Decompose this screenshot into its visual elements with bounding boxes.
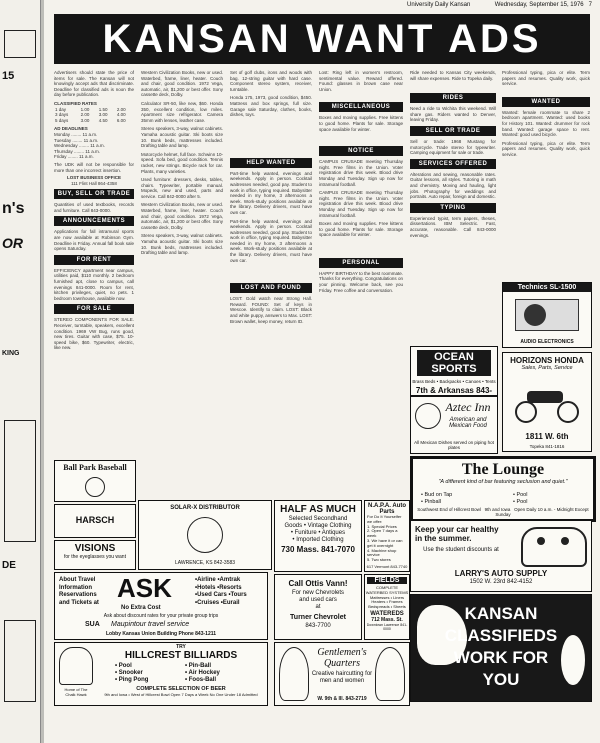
ad-lines: Selected Secondhand Goods • Vintage Clothing • Funiture • Antiques • Imported Clothing — [284, 516, 352, 543]
table-row: 5 days 3.00 4.50 6.00 — [55, 117, 126, 123]
section-header-miscellaneous: MISCELLANEOUS — [319, 102, 403, 112]
car-icon — [521, 527, 587, 567]
fragment-box — [4, 620, 36, 702]
ad-features: • Pool • Pool — [513, 492, 528, 505]
fragment-text: DE — [2, 560, 16, 571]
deadline-row: Wednesday ........ 11 a.m. — [54, 143, 105, 149]
ad-title: Call Ottis Vann! — [288, 579, 348, 588]
ad-left-lines: About Travel Information Reservations and Tickets at — [59, 577, 99, 606]
ad-title: SOLAR-X DISTRIBUTOR — [170, 505, 240, 511]
ad-headline: Keep your car healthy in the summer. — [415, 525, 499, 543]
ad-technics[interactable] — [502, 282, 592, 348]
ad-phone: Topeka 841-1816 — [529, 444, 565, 449]
col6-text: Professional typing, pica or elite. Term papers and resumes. Quality work, quick service. — [502, 70, 590, 87]
ad-kansan-classifieds[interactable] — [410, 594, 592, 702]
section-header-wanted: WANTED — [502, 97, 590, 107]
deadlines-title: AD DEADLINES — [54, 126, 88, 132]
ad-title: ASK — [117, 573, 172, 603]
lost-found-text: LOST: Gold watch near Strong Hall. Reward. FOUND: Set of keys in Wescoe. Identify to claim. LOST: Black and white puppy, answers to Max. LOST: Brown wallet, keep money, return ID. — [230, 296, 312, 324]
baseball-icon — [85, 477, 105, 497]
section-header-sell-trade: SELL OR TRADE — [410, 126, 496, 136]
face-icon — [375, 647, 405, 701]
fragment-text: KING — [2, 350, 20, 357]
deadline-row: Friday ........ 11 a.m. — [54, 154, 94, 160]
ad-ask-travel[interactable] — [54, 572, 268, 640]
col2-text: Used furniture: dressers, desks, tables, chairs. Typewriter, portable manual. Mopeds, new and used, parts and service. Call 842-0000 after 5. — [141, 177, 223, 199]
record-icon — [524, 304, 546, 326]
ad-items: •Airline •Amtrak •Hotels •Resorts •Used Cars •Tours •Cruises •Eurail — [195, 577, 247, 606]
ad-aztec-inn[interactable] — [410, 396, 498, 454]
section-header-announcements: ANNOUNCEMENTS — [54, 216, 134, 226]
ad-games: • Pin-Ball • Air Hockey • Foos-Ball — [185, 663, 220, 683]
hawk-icon — [59, 647, 93, 685]
help-wanted-text: Part-time help wanted, evenings and weekends. Apply in person. Cocktail waitresses needed, good pay. Student to work in office, typing required. Babysitter needed in my home, 3 afternoons a week. Work-study positions available at the library. Delivery drivers, must have own car. — [230, 170, 312, 215]
ad-lines: For new Chevrolets and used cars at — [291, 590, 345, 610]
ad-note: All Mexican Dishes served on piping hot plates — [414, 440, 494, 450]
table-row: 1 day 1.00 1.50 2.00 — [55, 106, 126, 112]
ad-title: Ball Park Baseball — [63, 463, 127, 472]
ad-title: HORIZONS HONDA — [510, 356, 584, 365]
help-wanted-text: Part-time help wanted, evenings and weekends. Apply in person. Cocktail waitresses needed, good pay. Student to work in office, typing required. Babysitter needed in my home, 3 afternoons a week. Work-study positions available at the library. Delivery drivers, must have own car. — [230, 218, 312, 263]
ad-sub: American and Mexican Food — [449, 417, 487, 429]
ad-dealer: Turner Chevrolet — [290, 614, 346, 621]
ad-address: W. 9th & Ill. 843-2719 — [317, 696, 367, 702]
ad-harsch[interactable] — [54, 504, 136, 538]
ad-address: 1811 W. 6th — [525, 432, 569, 441]
ad-sub: Creative haircutting for men and women — [311, 671, 373, 684]
ad-title: VISIONS — [74, 543, 116, 554]
face-icon — [279, 647, 309, 701]
section-header-for-rent: FOR RENT — [54, 255, 134, 265]
col4-text: Lost: Ring left in women's restroom, sentimental value. Reward offered. Found: glasses in brown case near Union. — [319, 70, 403, 92]
ad-beer: COMPLETE SELECTION OF BEER — [136, 686, 226, 692]
ad-larrys-auto[interactable] — [410, 520, 592, 592]
ad-sub: for the eyeglasses you want — [64, 554, 126, 560]
ad-horizons-honda[interactable] — [502, 352, 592, 452]
fragment-text: 15 — [2, 70, 15, 82]
ad-sub: Sales, Parts, Service — [521, 365, 573, 371]
wanted-text: Professional typing, pica or elite. Term papers and resumes. Quality work, quick service. — [502, 140, 590, 157]
services-text: Alterations and sewing, reasonable rates. Guitar lessons, all styles. Tutoring in math and chemistry. Moving and hauling, light jobs. Photography for weddings and portraits. Auto repair, foreign and domestic. — [410, 171, 496, 200]
sun-logo-icon — [187, 517, 223, 553]
ad-hillcrest-billiards[interactable] — [54, 642, 268, 706]
page-date: Wednesday, September 15, 1976 7 — [494, 2, 592, 8]
col3-text: Honda 175, 1973, good condition, $450. Mattress and box springs, full size. Garage sale Saturday, clothes, books, dishes, toys. — [230, 95, 312, 118]
col3-text: Set of golf clubs, irons and woods with bag. 12-string guitar with hard case. Component stereo system, receiver, turntable. — [230, 70, 312, 92]
ad-title: Gentlemen's Quarters — [317, 647, 367, 669]
ad-visions[interactable] — [54, 540, 136, 570]
ad-features: • Bud on Tap • Pinball — [421, 492, 453, 505]
section-header-buy-sell: BUY, SELL OR TRADE — [54, 189, 134, 199]
section-header-for-sale: FOR SALE — [54, 304, 134, 314]
ad-title: OCEAN SPORTS — [417, 350, 491, 376]
sell-trade-text: Sell or trade: 1968 Mustang for motorcycle. Trade stereo for typewriter. Camping equipment for sale or trade. — [410, 138, 496, 156]
ad-half-as-much[interactable] — [274, 500, 362, 572]
rates-title: CLASSIFIED RATES — [54, 100, 97, 106]
ad-fields-waterbeds[interactable] — [364, 574, 410, 640]
column-1 — [54, 70, 134, 455]
ad-title: Technics SL-1500 — [503, 283, 591, 292]
sun-icon — [415, 403, 441, 429]
ad-solar-x[interactable] — [138, 500, 272, 570]
section-header-personal: PERSONAL — [319, 258, 403, 268]
office-title: LOST BUSINESS OFFICE — [66, 175, 121, 181]
ad-use: Use the student discounts at — [423, 547, 499, 553]
ad-address: 617 Vermont 843-7740 — [366, 564, 408, 569]
buy-sell-text: Quantities of used textbooks, records and furniture. Call 843-0000. — [54, 202, 134, 213]
ad-ottis-vann[interactable] — [274, 574, 362, 640]
ad-address: 1502 W. 23rd 842-4152 — [469, 579, 533, 585]
ad-try: TRY — [176, 644, 186, 650]
section-header-help-wanted: HELP WANTED — [230, 158, 312, 168]
section-header-services: SERVICES OFFERED — [410, 159, 496, 169]
fragment-text: OR — [2, 235, 23, 251]
ad-store: WATEREDS — [370, 610, 404, 617]
ad-address: 7th & Arkansas 843- — [415, 386, 493, 395]
for-sale-text: STEREO COMPONENTS FOR SALE. Receiver, turntable, speakers, excellent condition. 1969 VW Bug, runs good, new tires. Guitar with case, $75. 10-speed bike, $60. Typewriter, electric, like new. — [54, 317, 134, 351]
ad-maupintour: Maupintour travel service — [111, 621, 190, 628]
ad-tagline: "A different kind of bar featuring seclusion and quiet." — [438, 479, 568, 485]
ad-ocean-sports[interactable] — [410, 346, 498, 396]
miscellaneous-text: Boxes and moving supplies. Free kittens to good home. Plants for sale. Storage space available for winter. — [319, 115, 403, 132]
office-address: 111 Flint Hall 864-4358 — [71, 180, 117, 186]
col2-text: Western Civilization Books, new or used. Waterbed, frame, liner, heater. Couch and chair, good condition. 1972 Vega, automatic, air, $1,200 or best offer. Sony cassette deck, Dolby. — [141, 70, 223, 98]
fragment-text: n's — [2, 200, 25, 217]
ad-no-extra: No Extra Cost — [121, 605, 161, 611]
ad-title: HILLCREST BILLIARDS — [124, 650, 238, 661]
ad-napa[interactable] — [364, 500, 410, 572]
section-header-typing: TYPING — [410, 203, 496, 213]
ad-sub: LAWRENCE, KS 842-3583 — [174, 560, 236, 566]
ad-title: Aztec Inn — [445, 400, 491, 414]
ad-slogan: KANSAN CLASSIFIEDS WORK FOR YOU — [444, 604, 558, 689]
errors-text: The UDK will not be responsible for more than one incorrect insertion. — [54, 161, 134, 173]
notice-text: CAMPUS CRUSADE meeting Thursday night. Free films in the Union. Voter registration drive this week. Blood drive Monday and Tuesday. Sign up now for intramural football. — [319, 190, 403, 218]
section-header-lost-found: LOST AND FOUND — [230, 283, 312, 293]
ad-hours: 9th and Iowa • West of Hillcrest Bowl Open 7 Days a Week No One Under 18 Admitted — [104, 692, 258, 697]
deadline-row: Monday ........ 11 a.m. — [54, 131, 98, 137]
ad-gentlemens-quarters[interactable] — [274, 642, 410, 706]
ad-sub: Downtown Lawrence 841-0000 — [366, 622, 408, 631]
fragment-box — [4, 420, 36, 542]
ad-games: • Pool • Snooker • Ping Pong — [115, 663, 149, 683]
ad-student: Ask about discount rates for your private group trips — [103, 613, 219, 619]
ad-title: The Lounge — [461, 461, 545, 478]
ad-lobby: Lobby Kansas Union Building Phone 843-1211 — [105, 631, 217, 637]
notice-text: CAMPUS CRUSADE meeting Thursday night. Free films in the Union. Voter registration drive this week. Blood drive Monday and Tuesday. Sign up now for intramural football. — [319, 159, 403, 187]
ad-title: FIELDS — [367, 577, 407, 584]
ad-home: Home of The Chalk Hawk — [64, 687, 88, 697]
section-header-rides: RIDES — [410, 93, 496, 103]
ad-the-lounge[interactable] — [410, 456, 596, 522]
column-4 — [319, 70, 403, 470]
deadline-row: Thursday ........ 11 a.m. — [54, 148, 100, 154]
section-header-notice: NOTICE — [319, 146, 403, 156]
running-head — [52, 2, 592, 12]
rides-text: Need a ride to Wichita this weekend. Will share gas. Riders wanted to Denver, leaving Friday. — [410, 106, 496, 123]
column-3 — [230, 70, 312, 495]
col2-text: Stereo speakers, 3-way, walnut cabinets. Yamaha acoustic guitar. Ski boots size 10. Bunk beds, mattresses included. Drafting table and lamp. — [141, 233, 223, 256]
ad-title: N.A.P.A. Auto Parts — [367, 503, 406, 515]
ad-ballpark-baseball[interactable] — [54, 460, 136, 502]
ad-lines: For Do It Yourselfer we offer: 1. Special Prices 2. Open 7 days a week 3. We have it or can get it overnight 4. Machine shop service 5. Two stores — [367, 514, 403, 563]
paper-name: University Daily Kansan — [407, 2, 471, 8]
ad-hours: Southwest End of Hillcrest Bowl 9th and Iowa Open Daily 10 a.m. - Midnight Except Sunday — [417, 507, 589, 517]
personal-text: HAPPY BIRTHDAY to the best roommate. Thanks for everything. Congratulations on your pinning. Welcome back, see you Friday. Free coffee and conversation. — [319, 270, 403, 293]
ad-address: 730 Mass. 841-7070 — [281, 545, 355, 554]
table-row: 3 days 2.00 3.00 4.00 — [55, 112, 126, 118]
fragment-box — [4, 30, 36, 58]
ad-title: HALF AS MUCH — [280, 504, 356, 515]
newspaper-page — [44, 0, 600, 743]
ad-sua: SUA — [85, 621, 100, 628]
ad-title: HARSCH — [75, 515, 115, 525]
ad-phone: 843-7700 — [305, 623, 331, 629]
deadline-row: Tuesday ........ 11 a.m. — [54, 137, 99, 143]
ad-store: LARRY'S AUTO SUPPLY — [454, 569, 548, 578]
adjacent-page-fragment — [0, 0, 41, 743]
notice-text: Boxes and moving supplies. Free kittens to good home. Plants for sale. Storage space available for winter. — [319, 221, 403, 238]
intro-text: Advertisers should state the price of items for sale. The Kansan will not knowingly accept ads that discriminate. Deadline for classified ads is noon the day before publication. — [54, 70, 134, 98]
rates-table — [54, 107, 134, 124]
ad-sub: Brass Beds • Backpacks • Canoes • Tents — [412, 379, 496, 384]
wanted-text: Wanted: female roommate to share 2 bedroom apartment. Wanted: used books for History 101. Wanted: drummer for rock band. Wanted: garage space to rent. Wanted: good used bicycle. — [502, 109, 590, 138]
ad-address: 712 Mass. St. — [371, 616, 403, 623]
ad-lines: COMPLETE WATERBED SYSTEMS Mattresses • Liners Heaters • Frames Bedspreads • Sheets — [365, 585, 409, 610]
turntable-icon — [515, 299, 579, 331]
column-5 — [410, 70, 496, 305]
motorcycle-icon — [513, 381, 579, 421]
col2-text: Motorcycle helmet, full face. Schwinn 10-speed. Sofa bed, good condition. Tennis racket, new strings. Bicycle rack for car. Plants, many varieties. — [141, 151, 223, 174]
for-rent-text: EFFICIENCY apartment near campus, utilities paid, $110 monthly. 2 bedroom furnished apt, close to campus, call evenings 841-0000. Room for rent, kitchen privileges, quiet, no pets. 1 bedroom townhouse, available now. — [54, 267, 134, 301]
announcements-text: Applications for fall intramural sports are now available at Robinson Gym. Deadline is Friday. Annual fall book sale opens Saturday. — [54, 229, 134, 252]
col2-text: Calculator SR-50, like new, $60. Honda 350, excellent condition, low miles. Apartment size refrigerator. Camera 35mm with lenses, leather case. — [141, 100, 223, 123]
ad-store: AUDIO ELECTRONICS — [520, 339, 574, 345]
col2-text: Stereo speakers, 3-way, walnut cabinets. Yamaha acoustic guitar. Ski boots size 10. Bunk beds, mattresses included. Drafting table and lamp. — [141, 126, 223, 149]
column-2 — [141, 70, 223, 455]
col2-text: Western Civilization Books, new or used. Waterbed, frame, liner, heater. Couch and chair, good condition. 1972 Vega, automatic, air, $1,200 or best offer. Sony cassette deck, Dolby. — [141, 202, 223, 230]
column-6 — [502, 70, 590, 275]
typing-text: Experienced typist, term papers, theses, dissertations. IBM Selectric. Fast, accurate, reasonable. Call 843-0000 evenings. — [410, 215, 496, 238]
col5-text: Ride needed to Kansas City weekends, will share expenses. Ride to Topeka daily. — [410, 70, 496, 81]
page-banner: KANSAN WANT ADS — [54, 14, 590, 64]
